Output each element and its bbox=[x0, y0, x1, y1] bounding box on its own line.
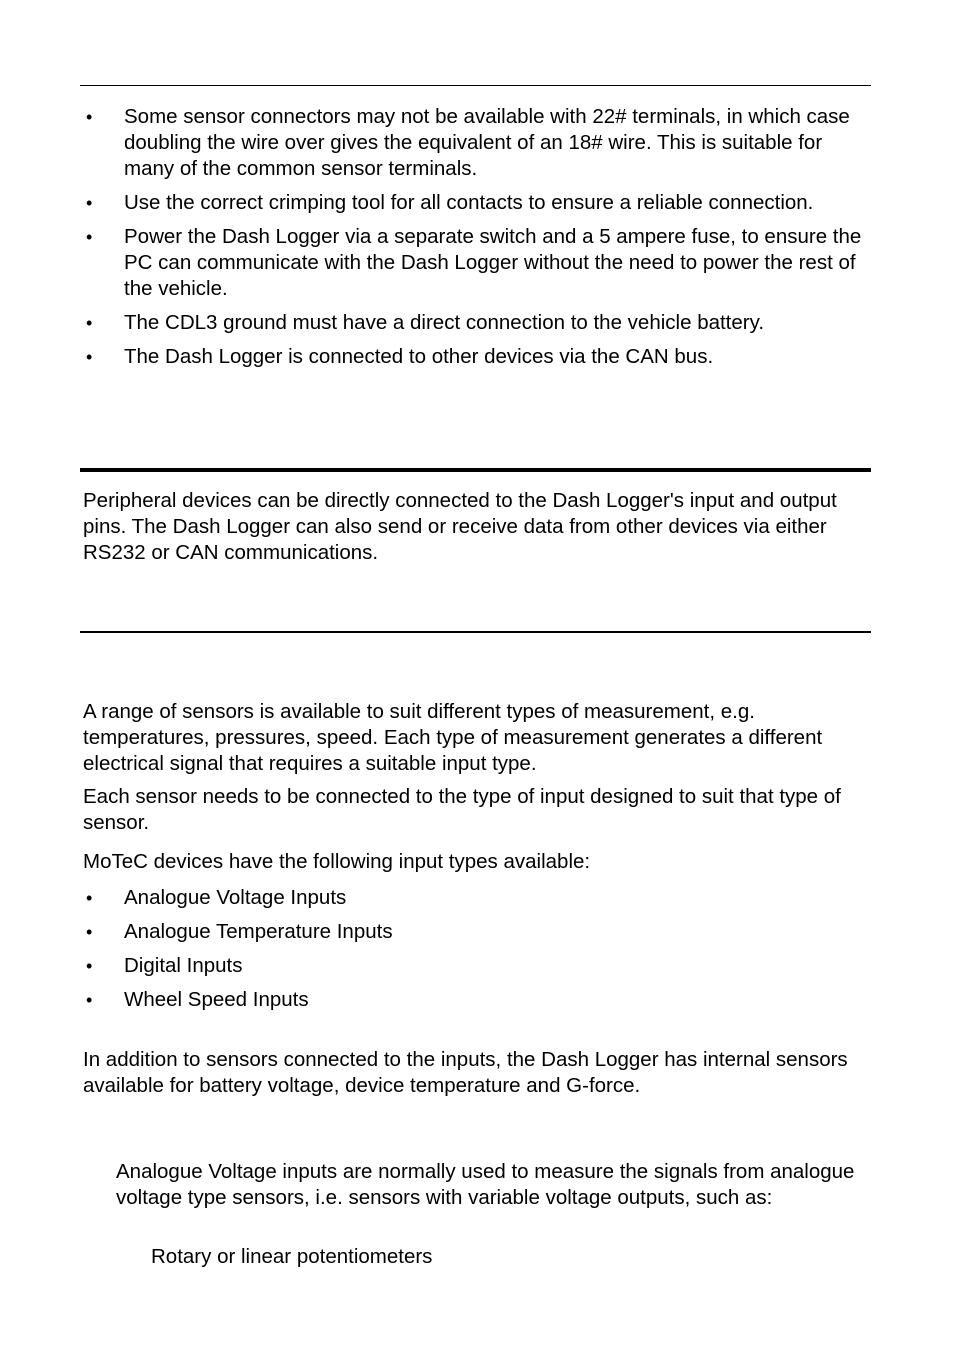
list-item: • Some sensor connectors may not be available with 22# terminals, in which case doubling the wire over gives the equivalent of an 18# wire. This is suitable for many of the common sensor terminals. bbox=[84, 104, 864, 182]
sensors-paragraph-2: Each sensor needs to be connected to the type of input designed to suit that type of sensor. bbox=[83, 785, 841, 834]
analogue-voltage-item: Rotary or linear potentiometers bbox=[151, 1245, 433, 1268]
list-item: • Power the Dash Logger via a separate switch and a 5 ampere fuse, to ensure the PC can communicate with the Dash Logger without the need to power the rest of the vehicle. bbox=[84, 224, 864, 302]
top-divider bbox=[80, 85, 871, 86]
list-item: • Analogue Temperature Inputs bbox=[84, 919, 864, 945]
section-divider-thick bbox=[80, 468, 871, 472]
peripheral-paragraph: Peripheral devices can be directly connected to the Dash Logger's input and output pins. The Dash Logger can also send or receive data from other devices via either RS232 or CAN communications. bbox=[83, 489, 837, 564]
internal-sensors-paragraph: In addition to sensors connected to the inputs, the Dash Logger has internal sensors available for battery voltage, device temperature and G-force. bbox=[83, 1048, 848, 1097]
list-item: • Use the correct crimping tool for all contacts to ensure a reliable connection. bbox=[84, 190, 864, 216]
list-item: • The Dash Logger is connected to other devices via the CAN bus. bbox=[84, 344, 864, 370]
analogue-voltage-paragraph: Analogue Voltage inputs are normally used to measure the signals from analogue voltage type sensors, i.e. sensors with variable voltage outputs, such as: bbox=[116, 1160, 855, 1209]
input-types-list bbox=[84, 885, 864, 1013]
sensors-paragraph-1: A range of sensors is available to suit different types of measurement, e.g. temperatures, pressures, speed. Each type of measurement generates a different electrical signal that requires a suitable input type. bbox=[83, 700, 823, 775]
list-item: • The CDL3 ground must have a direct connection to the vehicle battery. bbox=[84, 310, 864, 336]
list-item: • Analogue Voltage Inputs bbox=[84, 885, 864, 911]
list-item: • Wheel Speed Inputs bbox=[84, 987, 864, 1013]
wiring-tips-list bbox=[84, 104, 864, 370]
list-item: • Digital Inputs bbox=[84, 953, 864, 979]
sensors-paragraph-3: MoTeC devices have the following input types available: bbox=[83, 850, 591, 873]
section-divider bbox=[80, 631, 871, 633]
